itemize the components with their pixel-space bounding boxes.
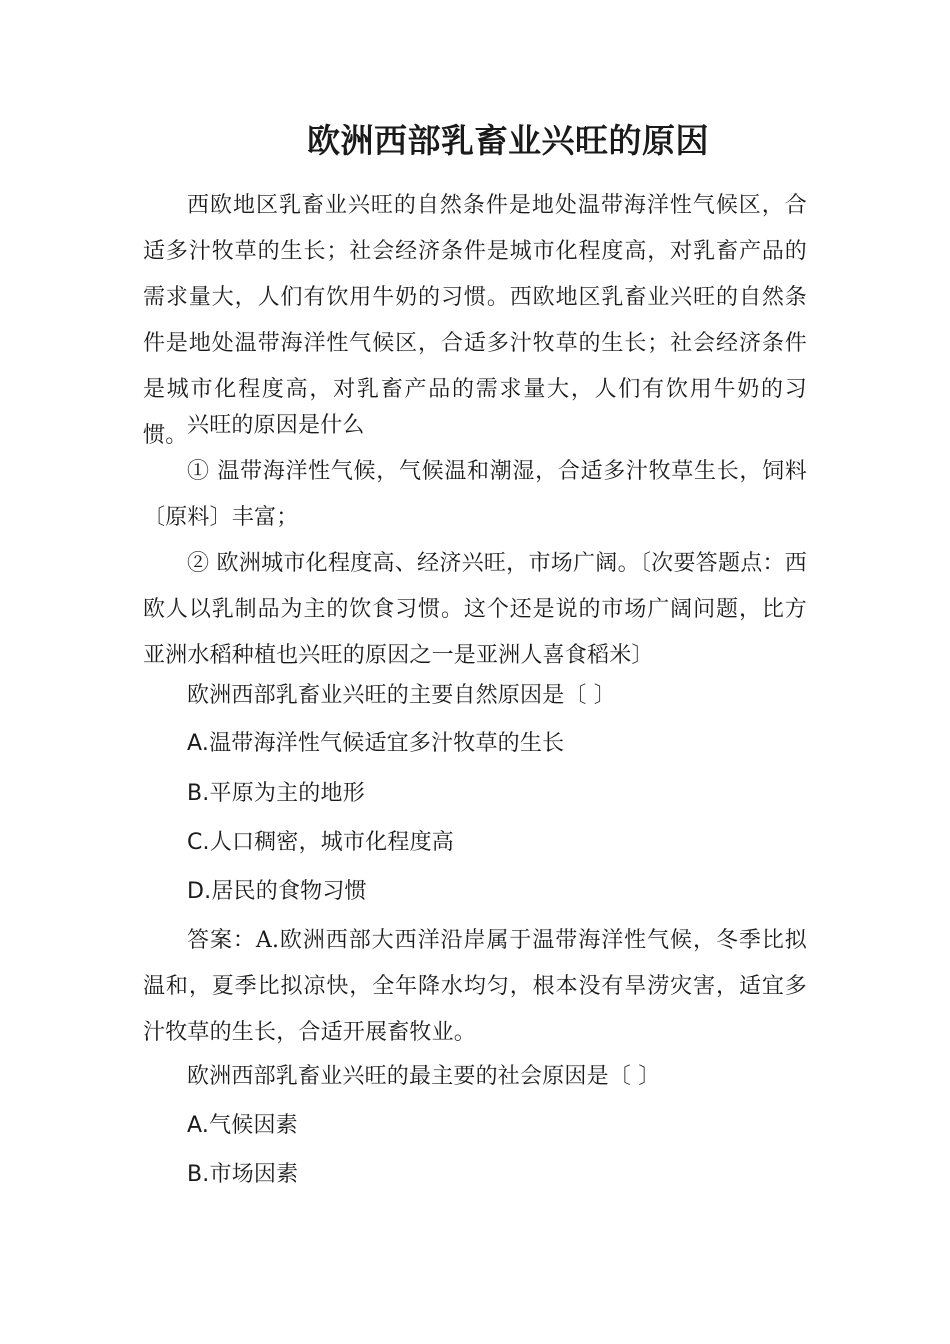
question-2-option-a: [187, 1103, 298, 1149]
question-1-option-d: [187, 869, 367, 915]
reason-item-1: ① 温带海洋性气候，气候温和潮湿，合适多汁牧草生长，饲料〔原料〕丰富；: [143, 459, 807, 530]
question-1-option-a: [187, 721, 564, 767]
question-2-option-b: [187, 1152, 298, 1198]
reason-item-2: ② 欧洲城市化程度高、经济兴旺，市场广阔。〔次要答题点：西欧人以乳制品为主的饮食习惯。这个还是说的市场广阔问题，比方亚洲水稻种植也兴旺的原因之一是亚洲人喜食稻米〕: [143, 551, 807, 668]
option-letter: A.: [187, 731, 210, 756]
option-letter: D.: [187, 879, 212, 904]
option-letter: C.: [187, 830, 210, 855]
question-1-option-c: [187, 820, 454, 866]
option-letter: B.: [187, 781, 210, 806]
question-1-option-b: [187, 771, 365, 817]
question-2-stem: 欧洲西部乳畜业兴旺的最主要的社会原因是〔 〕: [187, 1064, 661, 1089]
question-1-answer: 答案：A.欧洲西部大西洋沿岸属于温带海洋性气候，冬季比拟温和，夏季比拟凉快，全年降水均匀，根本没有旱涝灾害，适宜多汁牧草的生长，合适开展畜牧业。: [143, 928, 807, 1045]
option-text: 气候因素: [209, 1113, 298, 1138]
option-text: 平原为主的地形: [209, 781, 365, 806]
option-letter: B.: [187, 1162, 210, 1187]
option-text: 居民的食物习惯: [211, 879, 367, 904]
option-text: 温带海洋性气候适宜多汁牧草的生长: [209, 731, 565, 756]
question-1-stem: 欧洲西部乳畜业兴旺的主要自然原因是〔 〕: [187, 683, 616, 708]
document-title: 欧洲西部乳畜业兴旺的原因: [307, 121, 709, 160]
intro-paragraph: 西欧地区乳畜业兴旺的自然条件是地处温带海洋性气候区，合适多汁牧草的生长；社会经济条件是城市化程度高，对乳畜产品的需求量大，人们有饮用牛奶的习惯。西欧地区乳畜业兴旺的自然条件是地处温带海洋性气候区，合适多汁牧草的生长；社会经济条件是城市化程度高，对乳畜产品的需求量大，人们有饮用牛奶的习惯。: [143, 193, 807, 448]
reason-heading: 兴旺的原因是什么: [187, 413, 365, 438]
option-text: 市场因素: [209, 1162, 299, 1187]
option-letter: A.: [187, 1113, 210, 1138]
option-text: 人口稠密，城市化程度高: [209, 830, 454, 855]
